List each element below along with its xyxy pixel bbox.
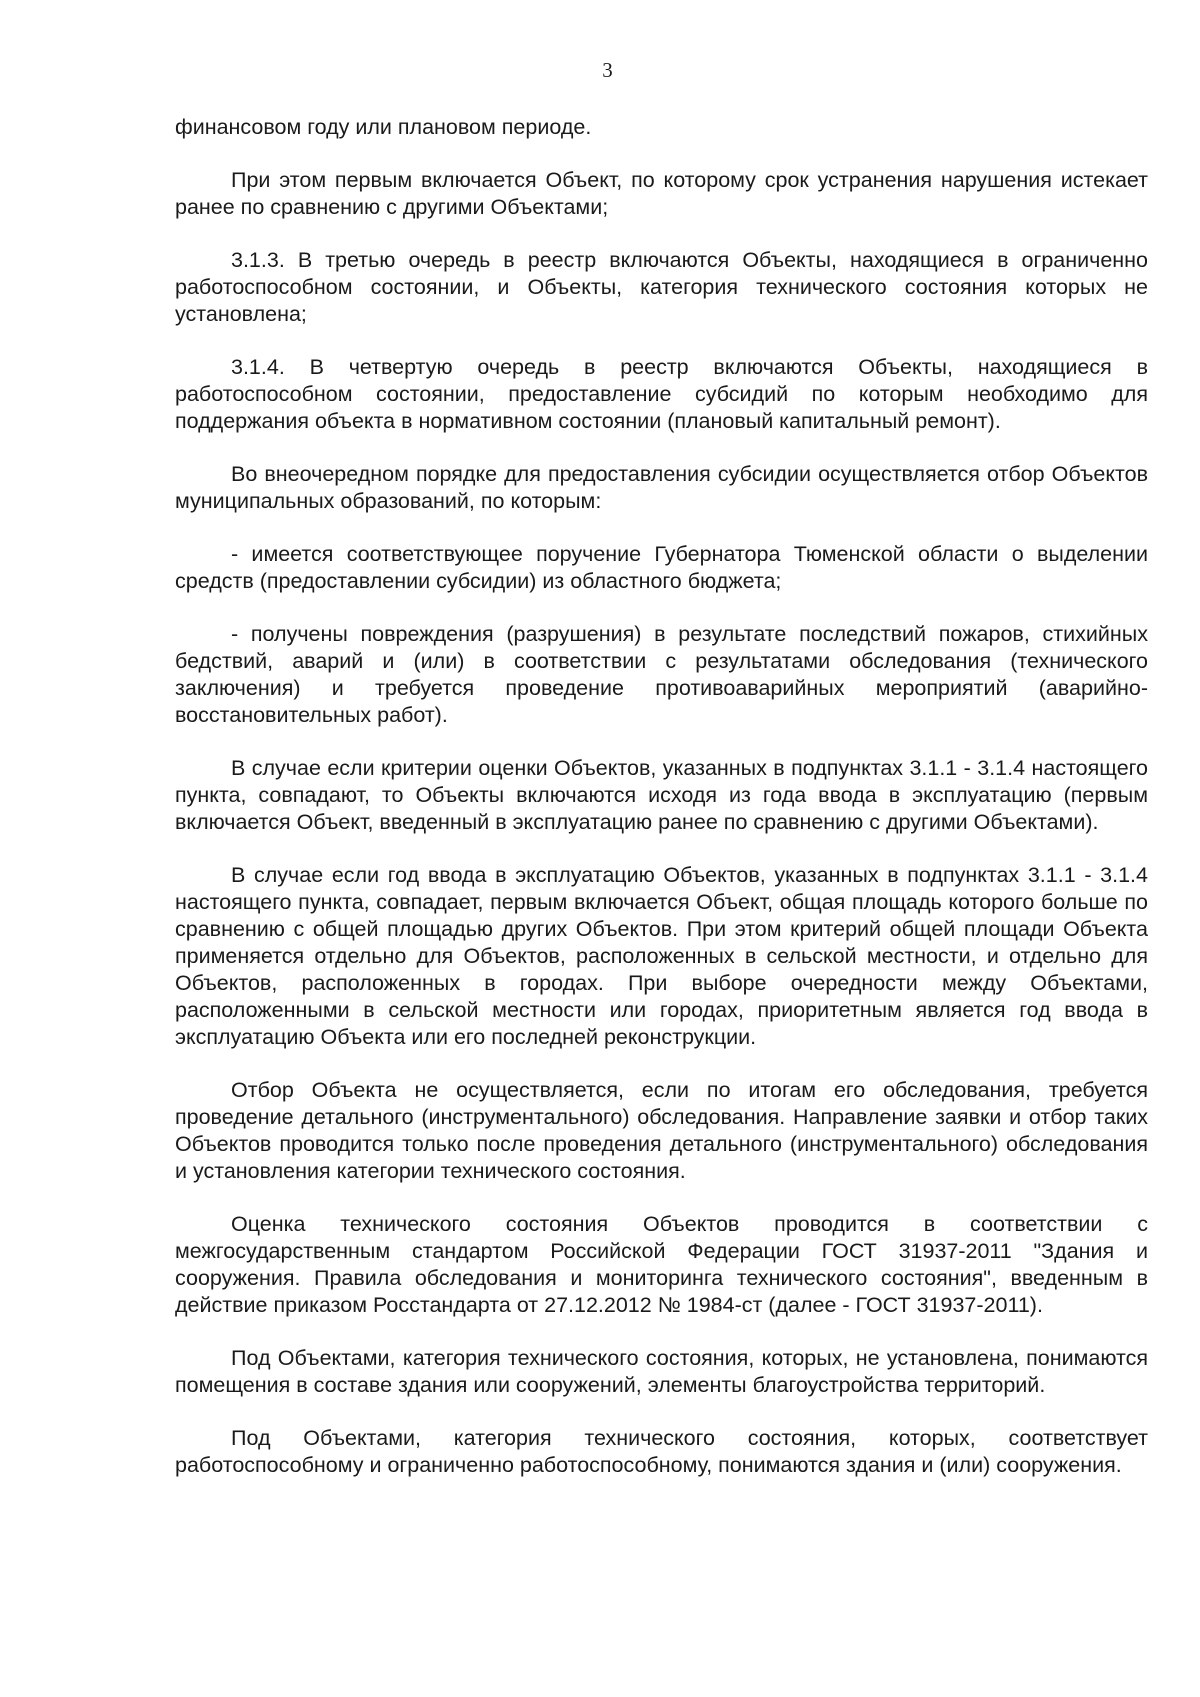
paragraph-definition-operable: Под Объектами, категория технического состояния, которых, соответствует работоспособному и ограниченно работоспособному, понимаются здания и (или) сооружения.	[175, 1426, 1148, 1477]
paragraph-3-1-3: 3.1.3. В третью очередь в реестр включаются Объекты, находящиеся в ограниченно работоспособном состоянии, и Объекты, категория технического состояния которых не установлена;	[175, 248, 1148, 326]
paragraph-commissioning-year-match: В случае если год ввода в эксплуатацию Объектов, указанных в подпунктах 3.1.1 - 3.1.4 настоящего пункта, совпадает, первым включается Объект, общая площадь которого больше по сравнению с общей площадью других Объектов. При этом критерий общей площади Объекта применяется отдельно для Объектов, расположенных в сельской местности, и отдельно для Объектов, расположенных в городах. При выборе очередности между Объектами, расположенными в сельской местности или городах, приоритетным является год ввода в эксплуатацию Объекта или его последней реконструкции.	[175, 863, 1148, 1049]
list-item-damage: - получены повреждения (разрушения) в результате последствий пожаров, стихийных бедствий, аварий и (или) в соответствии с результатами обследования (технического заключения) и требуется проведение противоаварийных мероприятий (аварийно-восстановительных работ).	[175, 622, 1148, 727]
paragraph-selection-exclusion: Отбор Объекта не осуществляется, если по итогам его обследования, требуется проведение детального (инструментального) обследования. Направление заявки и отбор таких Объектов проводится только после проведения детального (инструментального) обследования и установления категории технического состояния.	[175, 1078, 1148, 1183]
page-number: 3	[602, 58, 613, 82]
document-body	[175, 114, 1148, 1479]
list-item-governor-instruction: - имеется соответствующее поручение Губернатора Тюменской области о выделении средств (предоставлении субсидии) из областного бюджета;	[175, 542, 1148, 593]
paragraph-definition-unestablished: Под Объектами, категория технического состояния, которых, не установлена, понимаются помещения в составе здания или сооружений, элементы благоустройства территорий.	[175, 1346, 1148, 1397]
paragraph-3-1-4: 3.1.4. В четвертую очередь в реестр включаются Объекты, находящиеся в работоспособном состоянии, предоставление субсидий по которым необходимо для поддержания объекта в нормативном состоянии (плановый капитальный ремонт).	[175, 355, 1148, 433]
paragraph-extraordinary-selection: Во внеочередном порядке для предоставления субсидии осуществляется отбор Объектов муниципальных образований, по которым:	[175, 462, 1148, 513]
paragraph-criteria-match: В случае если критерии оценки Объектов, указанных в подпунктах 3.1.1 - 3.1.4 настоящего пункта, совпадают, то Объекты включаются исходя из года ввода в эксплуатацию (первым включается Объект, введенный в эксплуатацию ранее по сравнению с другими Объектами).	[175, 756, 1148, 834]
paragraph-continuation: финансовом году или плановом периоде.	[175, 115, 592, 139]
paragraph-priority-order-note: При этом первым включается Объект, по которому срок устранения нарушения истекает ранее по сравнению с другими Объектами;	[175, 168, 1148, 219]
paragraph-technical-assessment: Оценка технического состояния Объектов проводится в соответствии с межгосударственным стандартом Российской Федерации ГОСТ 31937-2011 "Здания и сооружения. Правила обследования и мониторинга технического состояния", введенным в действие приказом Росстандарта от 27.12.2012 № 1984-ст (далее - ГОСТ 31937-2011).	[175, 1212, 1148, 1317]
